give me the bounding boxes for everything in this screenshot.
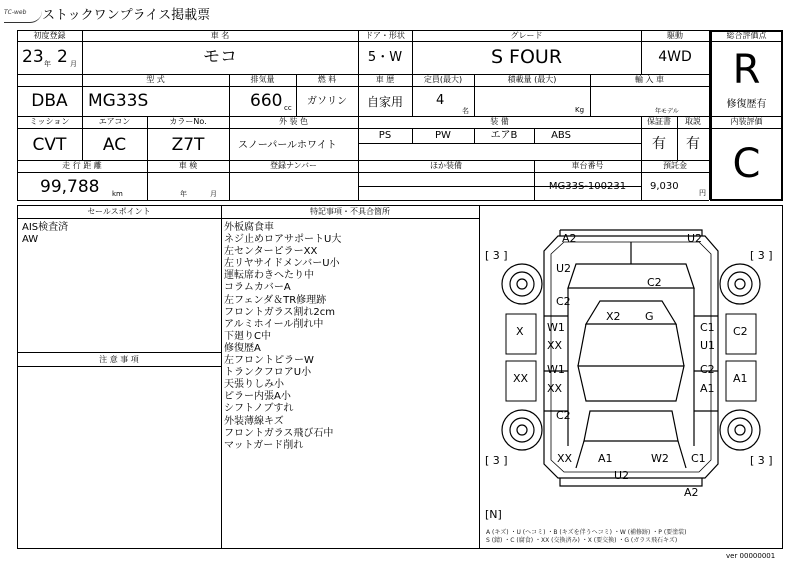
note-item: 左フェンダ＆TR修理跡 xyxy=(224,294,327,306)
sales-point-item: AW xyxy=(22,234,39,246)
hdr-overall: 総合評価点 xyxy=(726,31,767,40)
manual: 有 xyxy=(686,136,700,152)
mileage: 99,788 xyxy=(40,177,100,197)
load-unit: Kg xyxy=(575,106,585,114)
damage-mark: C2 xyxy=(556,409,571,422)
bracket-rear-right: [ 3 ] xyxy=(750,454,773,467)
model-prefix: DBA xyxy=(31,91,68,111)
car-name: モコ xyxy=(203,47,237,67)
damage-mark: A1 xyxy=(598,452,613,465)
grade: S FOUR xyxy=(490,46,563,68)
drive: 4WD xyxy=(658,49,692,65)
sales-point-item: AIS検査済 xyxy=(22,222,69,233)
note-item: 左フロントピラーW xyxy=(224,355,314,367)
note-item: フロントガラス割れ2cm xyxy=(224,306,336,318)
note-item: 左リヤサイドメンバーU小 xyxy=(224,258,340,270)
hdr-first-reg: 初度登録 xyxy=(33,31,66,40)
damage-mark: U2 xyxy=(614,469,630,482)
overall-note: 修復歴有 xyxy=(726,99,767,110)
sales-point-title: セールスポイント xyxy=(87,207,151,216)
note-item: 運転席わきへたり中 xyxy=(224,270,314,282)
diagram-legend xyxy=(486,529,687,545)
note-item: 修復歴A xyxy=(224,342,261,354)
hdr-displacement: 排気量 xyxy=(250,75,275,84)
capacity-unit: 名 xyxy=(462,107,469,115)
ext-color: スノーパールホワイト xyxy=(238,140,337,151)
chassis-no: MG33S-100231 xyxy=(548,181,627,192)
bracket-front-right: [ 3 ] xyxy=(750,249,773,262)
note-item: フロントガラス飛び石中 xyxy=(224,427,334,439)
warranty: 有 xyxy=(652,136,666,152)
damage-mark: A2 xyxy=(684,486,699,499)
hdr-history: 車 歴 xyxy=(375,75,395,84)
interior-score: C xyxy=(732,141,761,187)
note-item: 天張りしみ小 xyxy=(224,379,284,391)
note-item: 左センターピラーXX xyxy=(224,246,318,258)
note-item: 外装薄線キズ xyxy=(224,415,284,427)
damage-mark: A1 xyxy=(733,372,748,385)
note-item: ピラー内張A小 xyxy=(224,391,291,403)
bracket-n: [N] xyxy=(485,508,502,521)
hdr-manual: 取説 xyxy=(685,117,701,126)
damage-mark: U2 xyxy=(687,232,703,245)
hdr-capacity: 定員(最大) xyxy=(423,75,463,84)
hdr-color-no: カラーNo. xyxy=(169,117,207,126)
hdr-other-equip: ほか装備 xyxy=(430,161,462,170)
hdr-recycle: 預託金 xyxy=(663,161,687,170)
hdr-warranty: 保証書 xyxy=(647,117,671,126)
damage-mark: U1 xyxy=(700,339,716,352)
hdr-type: 型 式 xyxy=(146,75,165,84)
equip-3: エアB xyxy=(490,130,518,141)
mileage-unit: km xyxy=(112,190,123,198)
color-no: Z7T xyxy=(171,135,205,155)
equip-4: ABS xyxy=(551,130,571,141)
recycle-fee: 9,030 xyxy=(650,181,679,192)
damage-mark: C2 xyxy=(700,363,715,376)
damage-mark: XX xyxy=(557,452,573,465)
cc-unit: cc xyxy=(284,104,292,112)
bracket-rear-left: [ 3 ] xyxy=(485,454,508,467)
damage-mark: G xyxy=(645,310,654,323)
hdr-drive: 駆動 xyxy=(667,31,683,40)
import-model-year: 年モデル xyxy=(655,108,679,115)
hdr-grade: グレード xyxy=(510,31,543,40)
damage-mark: X2 xyxy=(606,310,621,323)
insp-month-unit: 月 xyxy=(210,190,217,198)
hdr-inspection: 車 検 xyxy=(178,161,198,170)
aircon: AC xyxy=(102,135,127,155)
displacement: 660 xyxy=(250,91,283,111)
damage-mark: C1 xyxy=(700,321,715,334)
reg-year: 23 xyxy=(22,47,44,67)
equip-1: PS xyxy=(378,130,392,141)
version: ver 00000001 xyxy=(726,552,776,560)
page-title: ストックワンプライス掲載票 xyxy=(42,8,211,23)
fuel: ガソリン xyxy=(307,96,347,107)
recycle-unit: 円 xyxy=(699,189,706,197)
damage-mark: C2 xyxy=(647,276,662,289)
mission: CVT xyxy=(32,135,67,155)
hdr-door: ドア・形状 xyxy=(365,31,405,40)
insp-year-unit: 年 xyxy=(180,190,187,198)
hdr-equipment: 装 備 xyxy=(490,117,509,126)
reg-year-unit: 年 xyxy=(44,60,51,68)
hdr-load: 積載量 (最大) xyxy=(507,75,557,84)
damage-mark: A1 xyxy=(700,382,715,395)
note-item: ネジ止めロアサポートU大 xyxy=(224,234,342,246)
note-item: シフトノブすれ xyxy=(224,403,294,415)
hdr-aircon: エアコン xyxy=(98,117,131,126)
note-item: 外板腐食車 xyxy=(224,222,274,233)
hdr-fuel: 燃 料 xyxy=(317,75,337,84)
reg-month-unit: 月 xyxy=(70,60,77,68)
door-type: 5・W xyxy=(367,50,403,65)
damage-mark: W1 xyxy=(547,363,565,376)
model: MG33S xyxy=(88,91,149,111)
hdr-car-name: 車 名 xyxy=(210,31,230,40)
overall-score: R xyxy=(732,47,761,93)
hdr-interior: 内装評価 xyxy=(730,117,763,126)
capacity: 4 xyxy=(436,93,445,108)
notes-list xyxy=(224,222,341,452)
hdr-ext-color: 外 装 色 xyxy=(278,117,309,126)
history: 自家用 xyxy=(366,95,403,109)
legend-line-2: S (錆) ・C (腐食) ・XX (交換済み) ・X (要交換) ・G (ガラス飛石キズ) xyxy=(486,537,678,544)
damage-mark: XX xyxy=(547,339,563,352)
equip-2: PW xyxy=(435,130,451,141)
damage-mark: X xyxy=(516,325,524,338)
damage-mark: A2 xyxy=(562,232,577,245)
damage-mark: C1 xyxy=(691,452,706,465)
caution-title: 注 意 事 項 xyxy=(99,355,139,364)
damage-mark: XX xyxy=(513,372,529,385)
notes-title: 特記事項・不具合箇所 xyxy=(310,207,390,216)
damage-mark: C2 xyxy=(733,325,748,338)
hdr-chassis: 車台番号 xyxy=(571,161,604,170)
damage-mark: W1 xyxy=(547,321,565,334)
bracket-front-left: [ 3 ] xyxy=(485,249,508,262)
damage-mark: XX xyxy=(547,382,563,395)
sales-point-list xyxy=(22,222,68,246)
hdr-mission: ミッション xyxy=(29,117,70,126)
note-item: マットガード削れ xyxy=(224,439,304,451)
damage-mark: U2 xyxy=(556,262,572,275)
legend-line-1: A (キズ) ・U (ヘコミ) ・B (キズを伴うヘコミ) ・W (補修跡) ・P (要塗装) xyxy=(486,529,687,536)
note-item: 下廻りC中 xyxy=(224,330,271,342)
hdr-import: 輸 入 車 xyxy=(634,75,665,84)
note-item: トランクフロアU小 xyxy=(224,367,312,379)
note-item: コラムカバーA xyxy=(224,282,291,294)
damage-mark: W2 xyxy=(651,452,669,465)
note-item: アルミホイール削れ中 xyxy=(224,318,324,330)
reg-month: 2 xyxy=(57,47,68,67)
damage-mark: C2 xyxy=(556,295,571,308)
hdr-mileage: 走 行 距 離 xyxy=(62,161,102,170)
hdr-plate: 登録ナンバー xyxy=(269,161,318,170)
logo: TC-web xyxy=(4,9,42,23)
